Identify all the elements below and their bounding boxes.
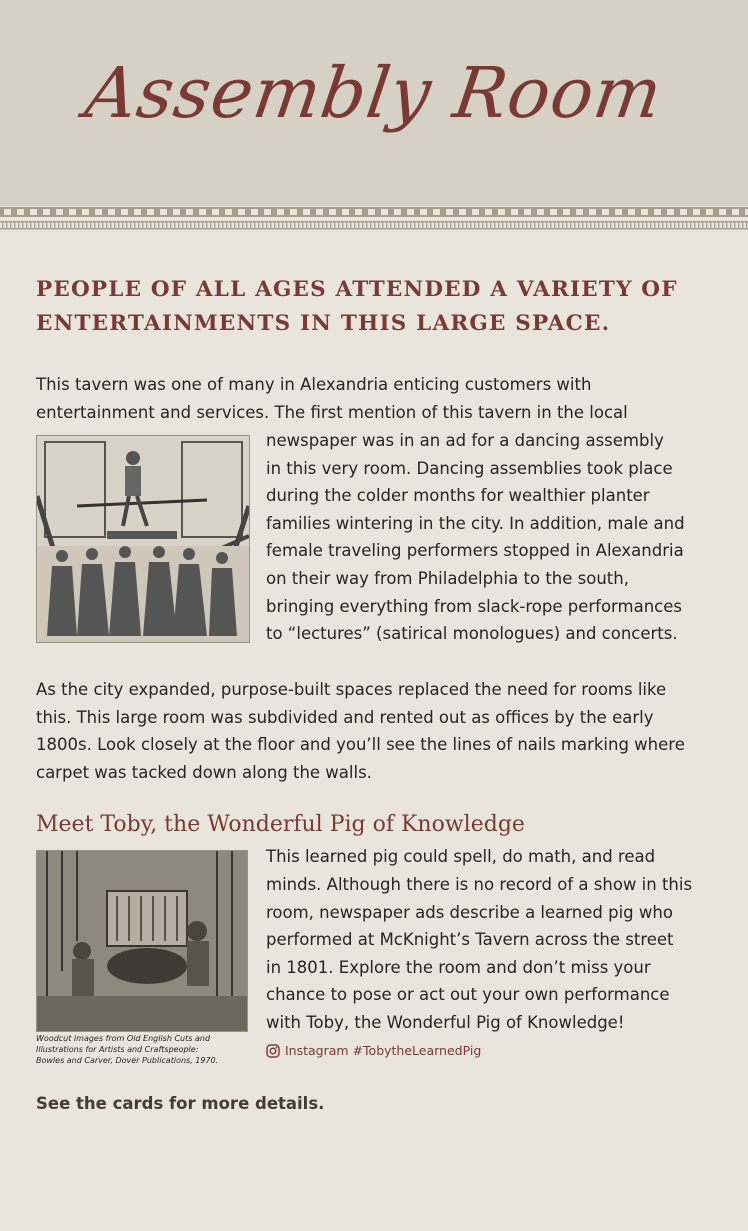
body-line: newspaper was in an ad for a dancing assembly: [266, 431, 664, 450]
body-line: minds. Although there is no record of a show in this: [266, 875, 693, 894]
intro-line-2: entertainment and services. The first mention of this tavern in the local: [36, 403, 628, 422]
body-line: on their way from Philadelphia to the south,: [266, 569, 629, 588]
learned-pig-woodcut-image: [36, 850, 248, 1032]
instagram-icon: [266, 1044, 280, 1058]
instagram-handle: [266, 1043, 481, 1058]
body-line: families wintering in the city. In addition, male and: [266, 514, 685, 533]
body-line: carpet was tacked down along the walls.: [36, 763, 372, 782]
intro-line-1: This tavern was one of many in Alexandria enticing customers with: [36, 375, 592, 394]
body-line: female traveling performers stopped in Alexandria: [266, 541, 684, 560]
body-line: This learned pig could spell, do math, and read: [266, 847, 656, 866]
body-line: to “lectures” (satirical monologues) and concerts.: [266, 624, 678, 643]
header-band: [0, 0, 748, 206]
page-title: Assembly Room: [80, 52, 668, 134]
body-line: bringing everything from slack-rope performances: [266, 597, 683, 616]
image-caption: [36, 1033, 250, 1066]
caption-line: Bowles and Carver, Dover Publications, 1970.: [36, 1056, 219, 1065]
body-line: chance to pose or act out your own performance: [266, 985, 670, 1004]
body-line: As the city expanded, purpose-built spaces replaced the need for rooms like: [36, 680, 667, 699]
body-line: this. This large room was subdivided and rented out as offices by the early: [36, 708, 654, 727]
caption-line: Illustrations for Artists and Craftspeople:: [36, 1045, 199, 1054]
body-line: performed at McKnight’s Tavern across the street: [266, 930, 674, 949]
body-line: 1800s. Look closely at the floor and you’ll see the lines of nails marking where: [36, 735, 685, 754]
decorative-border: [0, 206, 748, 232]
toby-subheading: Meet Toby, the Wonderful Pig of Knowledge: [36, 812, 525, 837]
footer-note: See the cards for more details.: [36, 1094, 325, 1113]
instagram-text: Instagram #TobytheLearnedPig: [285, 1043, 482, 1058]
body-line: with Toby, the Wonderful Pig of Knowledge!: [266, 1013, 625, 1032]
section-heading: PEOPLE OF ALL AGES ATTENDED A VARIETY OF ENTERTAINMENTS IN THIS LARGE SPACE.: [36, 277, 678, 336]
caption-line: Woodcut images from Old English Cuts and: [36, 1034, 211, 1043]
body-line: during the colder months for wealthier planter: [266, 486, 650, 505]
body-line: room, newspaper ads describe a learned pig who: [266, 903, 673, 922]
slack-rope-woodcut-image: [36, 435, 250, 643]
body-line: in this very room. Dancing assemblies took place: [266, 459, 673, 478]
body-line: in 1801. Explore the room and don’t miss your: [266, 958, 651, 977]
